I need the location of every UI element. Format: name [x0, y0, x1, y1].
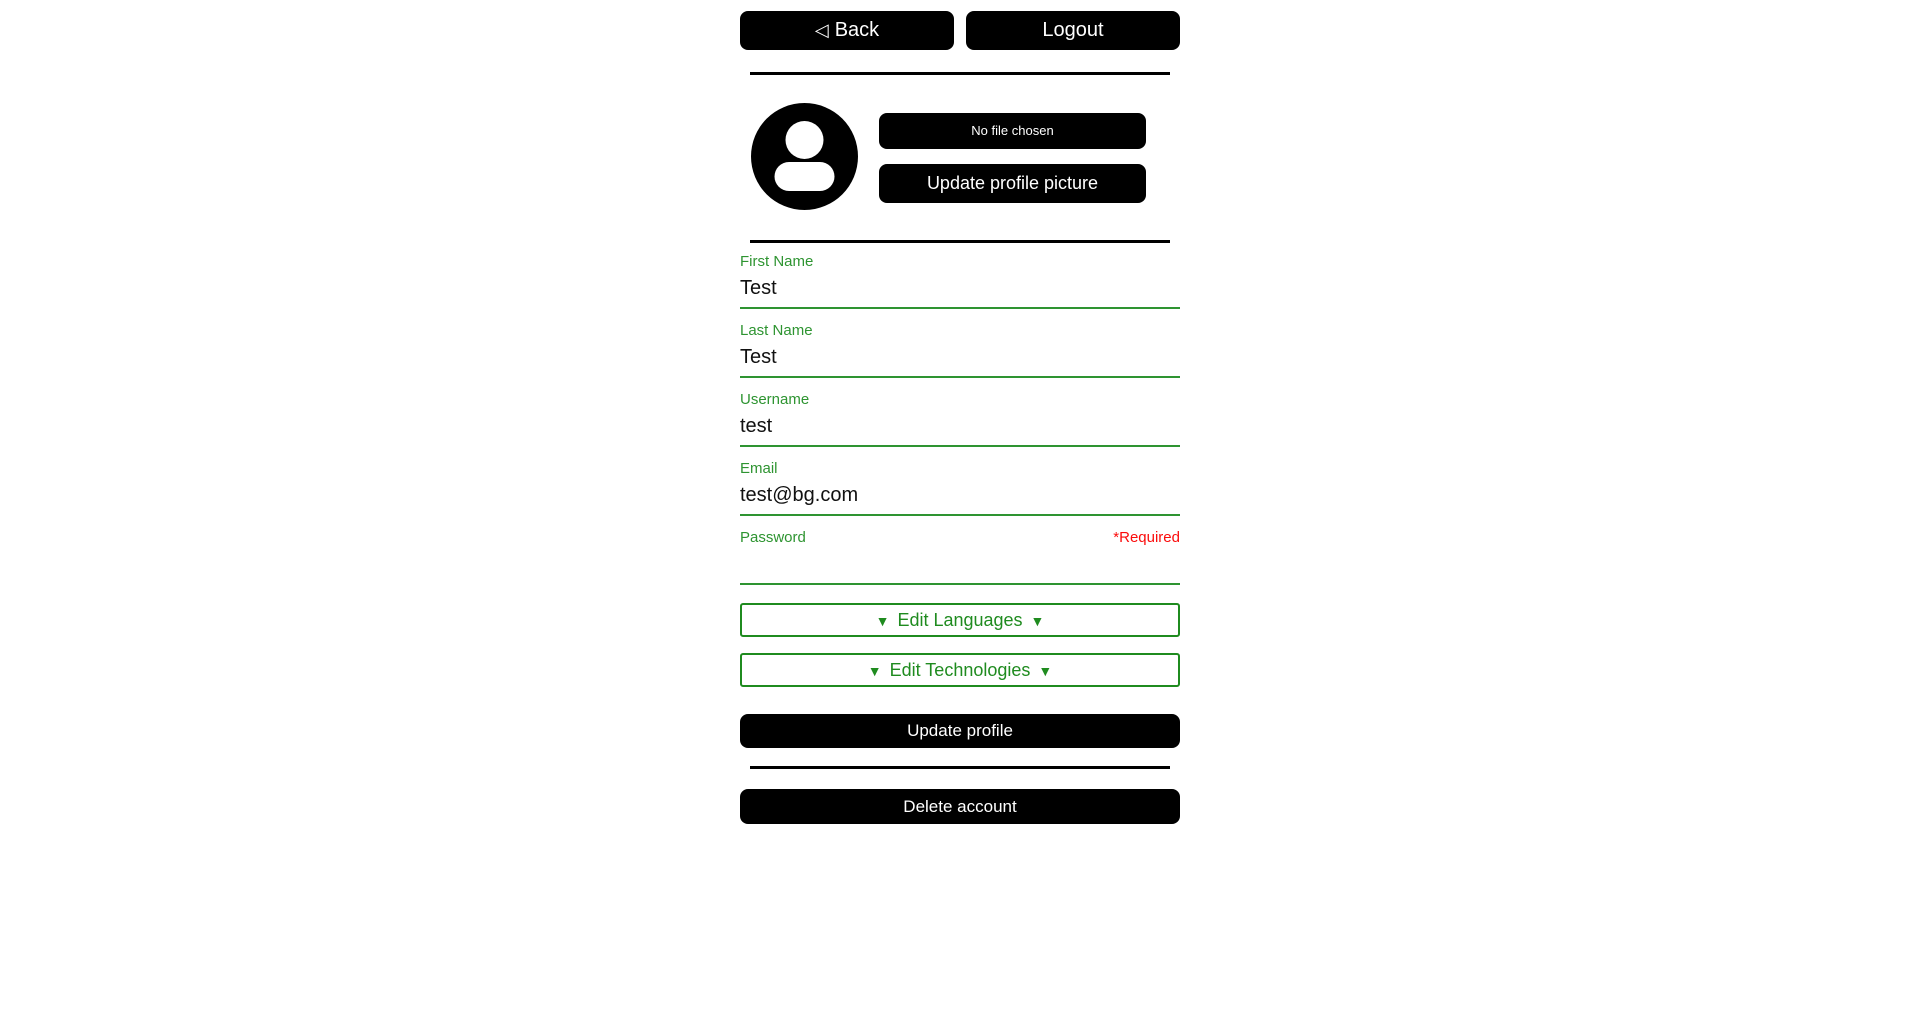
- chevron-down-icon: ▼: [875, 613, 890, 629]
- avatar: [751, 103, 858, 210]
- edit-technologies-label: Edit Technologies: [889, 660, 1031, 680]
- last-name-label: Last Name: [740, 322, 813, 339]
- edit-technologies-button[interactable]: [740, 653, 1180, 687]
- chevron-down-icon: ▼: [1038, 663, 1053, 679]
- update-profile-picture-label: Update profile picture: [926, 173, 1099, 193]
- password-field: [740, 529, 1180, 585]
- header-buttons: [740, 11, 1180, 50]
- first-name-label: First Name: [740, 253, 814, 270]
- back-arrow-icon: ◁: [814, 20, 829, 40]
- delete-account-button[interactable]: [740, 789, 1180, 824]
- delete-account-label: Delete account: [903, 797, 1017, 816]
- file-chooser-status: No file chosen: [971, 123, 1054, 138]
- email-field: [740, 460, 1180, 516]
- profile-page: [740, 11, 1180, 824]
- first-name-input[interactable]: [740, 271, 1180, 301]
- file-chooser[interactable]: [879, 113, 1146, 149]
- username-field: [740, 391, 1180, 447]
- chevron-down-icon: ▼: [867, 663, 882, 679]
- picture-buttons: [879, 113, 1146, 210]
- email-input[interactable]: [740, 478, 1180, 508]
- update-profile-picture-button[interactable]: [879, 164, 1146, 203]
- first-name-field: [740, 253, 1180, 309]
- back-button[interactable]: [740, 11, 954, 50]
- logout-button-label: Logout: [1042, 19, 1104, 41]
- chevron-down-icon: ▼: [1030, 613, 1045, 629]
- email-label: Email: [740, 460, 778, 477]
- back-button-label: Back: [834, 19, 880, 41]
- logout-button[interactable]: [966, 11, 1180, 50]
- divider-bottom: [750, 766, 1170, 769]
- last-name-input[interactable]: [740, 340, 1180, 370]
- username-label: Username: [740, 391, 810, 408]
- password-input[interactable]: [740, 547, 1180, 577]
- update-profile-button[interactable]: [740, 714, 1180, 748]
- password-label: Password: [740, 529, 806, 546]
- edit-languages-label: Edit Languages: [897, 610, 1023, 630]
- divider-avatar: [750, 240, 1170, 243]
- password-required-note: *Required: [1113, 529, 1180, 546]
- edit-languages-button[interactable]: [740, 603, 1180, 637]
- profile-picture-section: [740, 103, 1180, 210]
- username-input[interactable]: [740, 409, 1180, 439]
- update-profile-label: Update profile: [907, 721, 1013, 740]
- divider-top: [750, 72, 1170, 75]
- last-name-field: [740, 322, 1180, 378]
